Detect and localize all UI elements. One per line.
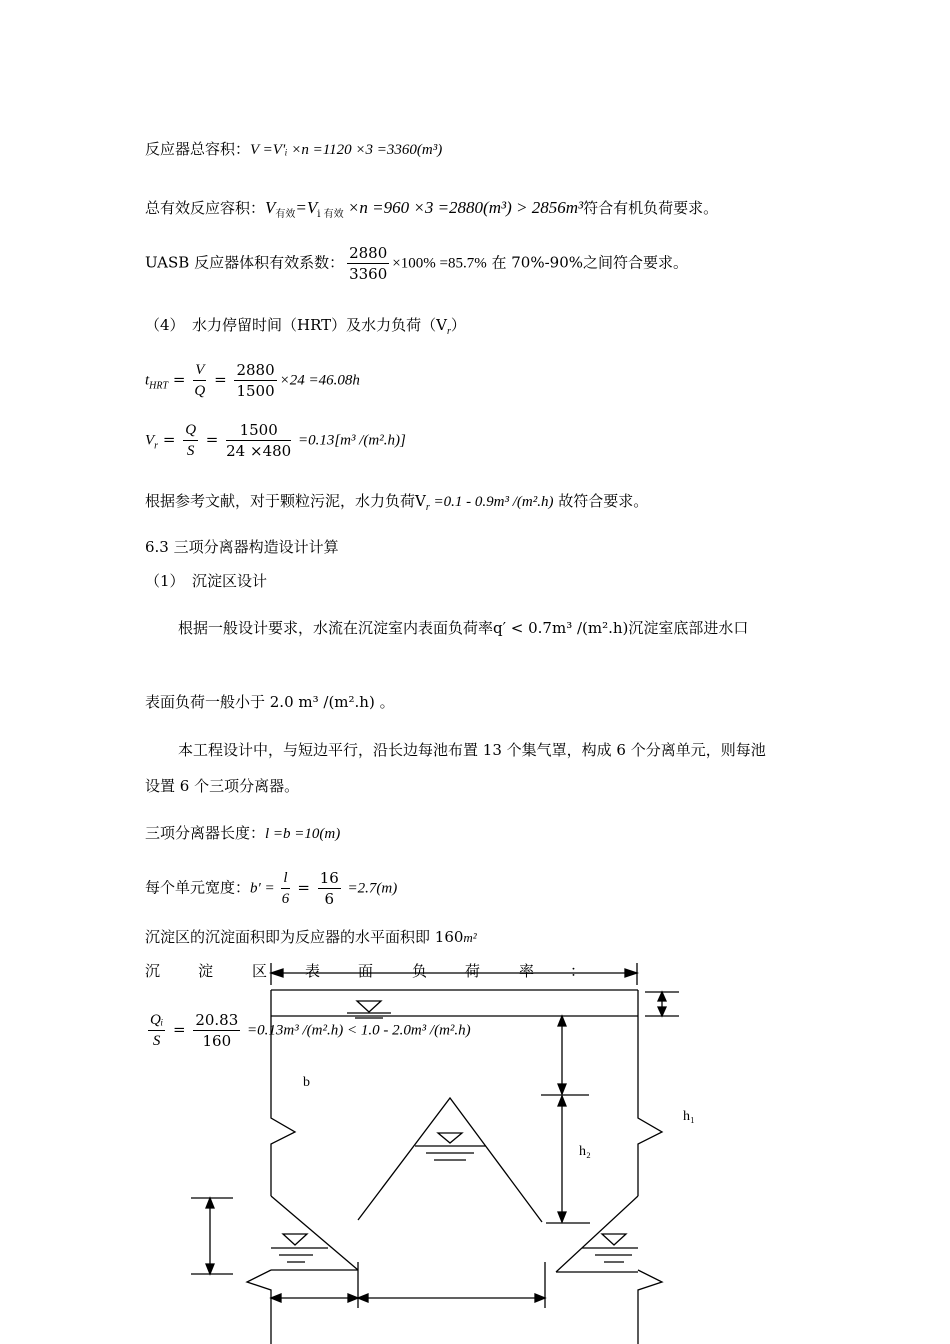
paragraph-2: 表面负荷一般小于 2.0 m³ /(m².h) 。 [145,693,395,711]
surface-den2: 160 [202,1032,232,1050]
vr-lhs: V [145,432,155,449]
effective-tail: 符合有机负荷要求。 [583,199,719,217]
vr-rest: =0.13[m³ /(m².h)] [294,432,406,449]
total-volume-formula: V =V'ᵢ ×n =1120 ×3 =3360(m³) [250,142,443,158]
vr-eq1: = [158,430,181,449]
unit-width-den2: 6 [324,890,335,908]
effective-volume-label: 总有效反应容积： [145,199,266,217]
reference-tail: 故符合要求。 [553,492,649,510]
effective-sub2: i 有效 [317,209,344,220]
hrt-num1: V [193,360,206,381]
total-volume-label: 反应器总容积： [145,140,251,158]
hrt-heading-sub: r [447,326,451,337]
efficiency-den: 3360 [349,265,388,283]
vr-lhs-sub: r [154,440,159,452]
unit-width-rest: =2.7(m) [343,880,398,897]
surface-eq: = [168,1020,191,1039]
hrt-rest: ×24 =46.08h [279,372,360,389]
surface-char: 面 [358,962,374,980]
efficiency-num: 2880 [349,244,388,262]
surface-char: 区 [252,962,268,980]
unit-width-lhs: b′ = [250,880,279,897]
separator-length-label: 三项分离器长度： [145,824,266,842]
hrt-heading-text: （4） 水力停留时间（HRT）及水力负荷（V [145,316,447,334]
surface-char: 率 [519,962,535,980]
separator-length-formula: l =b =10(m) [265,826,341,842]
effective-formula: ×n =960 ×3 =2880(m³) > 2856m³ [343,198,584,217]
vr-num2: 1500 [226,420,291,441]
surface-char: ： [570,962,586,980]
unit-width-label: 每个单元宽度： [145,878,251,897]
reference-formula: =0.1 - 0.9m³ /(m².h) [429,494,554,510]
diagram-label-b: b [303,1075,310,1090]
hrt-num2: 2880 [236,361,275,379]
surface-num2: 20.83 [195,1011,239,1029]
reference-sub: r [425,502,430,513]
effective-eq: =V [295,198,318,217]
vr-den1: S [186,443,195,459]
vr-den2: 24 ×480 [226,442,292,460]
surface-char: 负 [412,962,428,980]
surface-char: 表 [305,962,321,980]
efficiency-rest: ×100% =85.7% [392,255,487,272]
hrt-lhs-sub: HRT [149,380,169,392]
vr-eq2: = [201,430,224,449]
diagram-label-h1: h₁ [683,1109,695,1124]
surface-char: 荷 [465,962,481,980]
efficiency-tail: 在 70%-90%之间符合要求。 [491,253,689,272]
effective-sub: 有效 [275,209,296,220]
surface-char: 淀 [198,962,214,980]
hrt-lhs: t [145,372,150,389]
hrt-eq1: = [168,370,191,389]
effective-volume-v: V [265,198,276,217]
paragraph-3a: 本工程设计中，与短边平行，沿长边每池布置 13 个集气罩，构成 6 个分离单元，则每池 [178,741,766,759]
surface-frac2 [193,1010,240,1051]
surface-frac1 [148,1010,165,1051]
subsection-title: （1） 沉淀区设计 [145,572,268,590]
paragraph-3b: 设置 6 个三项分离器。 [145,777,300,795]
surface-rest: =0.13m³ /(m².h) < 1.0 - 2.0m³ /(m².h) [243,1022,471,1039]
hrt-den2: 1500 [236,382,275,400]
unit-width-num2: 16 [319,869,339,887]
hrt-heading-close: ） [450,316,466,334]
vr-num1: Q [183,420,198,441]
section-title: 6.3 三项分离器构造设计计算 [145,538,339,556]
hrt-den1: Q [194,383,206,399]
unit-width-num1: l [281,868,289,889]
paragraph-1: 根据一般设计要求，水流在沉淀室内表面负荷率q′ < 0.7m³ /(m².h)沉淀室底部进水口 [178,619,749,637]
surface-den1: S [152,1033,161,1049]
diagram-label-h2: h₂ [579,1144,591,1159]
hrt-eq2: = [209,370,232,389]
area-unit: m² [463,930,477,945]
reference-text: 根据参考文献，对于颗粒污泥，水力负荷V [145,492,426,510]
area-text: 沉淀区的沉淀面积即为反应器的水平面积即 160 [145,928,464,946]
surface-load-formula [145,1010,471,1051]
efficiency-label: UASB 反应器体积有效系数： [145,253,345,272]
surface-num1: Qᵢ [148,1010,165,1031]
surface-char: 沉 [145,962,161,980]
unit-width-eq: = [292,878,315,897]
unit-width-den1: 6 [281,891,290,907]
